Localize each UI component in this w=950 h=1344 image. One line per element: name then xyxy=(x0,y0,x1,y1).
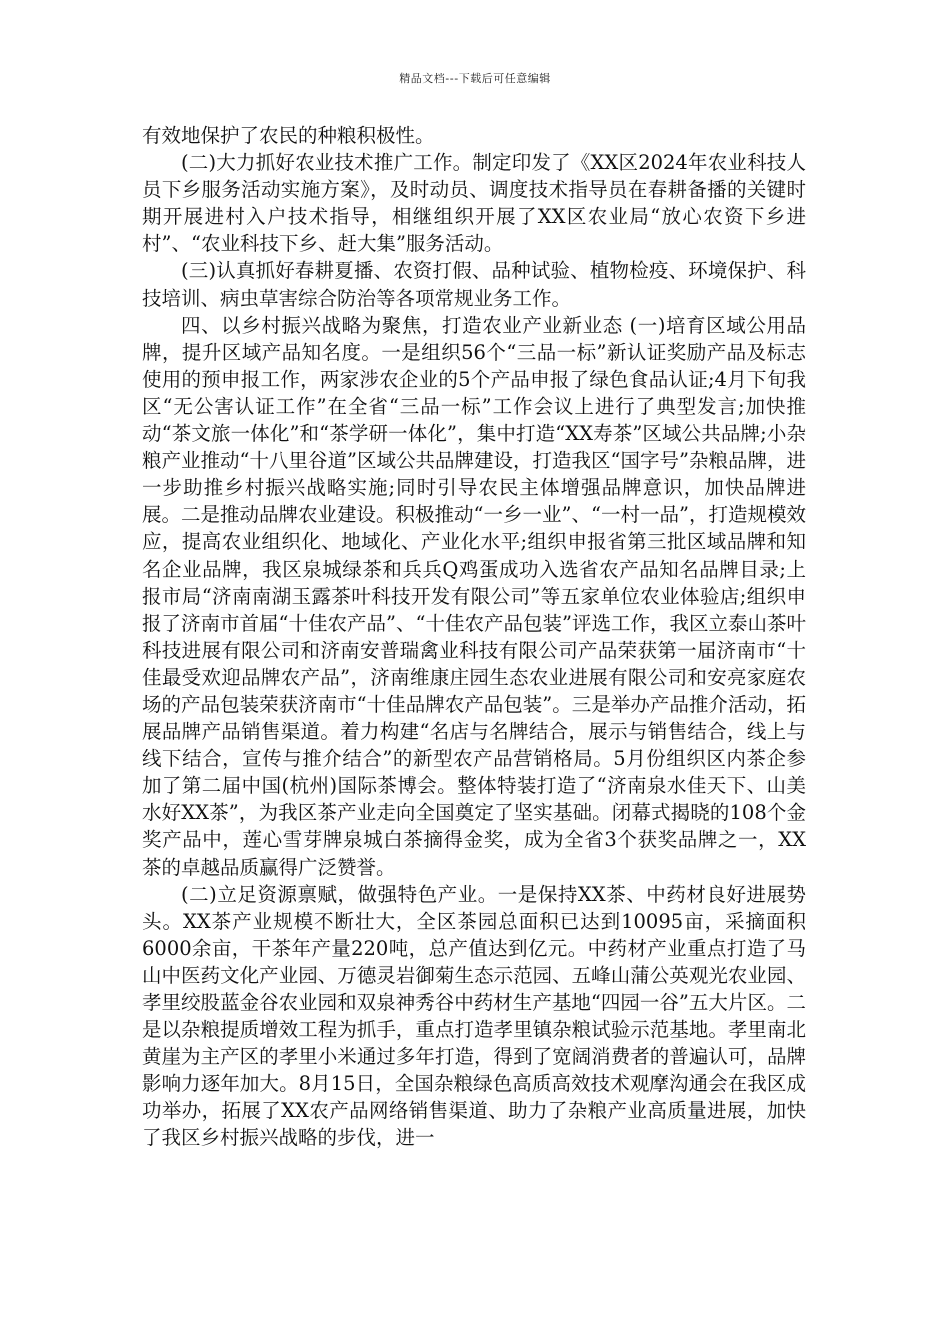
paragraph-rural-revitalization: 四、以乡村振兴战略为聚焦，打造农业产业新业态 (一)培育区域公用品牌，提升区域产品知名度。一是组织56个“三品一标”新认证奖励产品及标志使用的预申报工作，两家涉农企业的5个产品申报了绿色食品认证;4月下旬我区“无公害认证工作”在全省“三品一标”工作会议上进行了典型发言;加快推动“茶文旅一体化”和“茶学研一体化”，集中打造“XX寿茶”区域公共品牌;小杂粮产业推动“十八里谷道”区域公共品牌建设，打造我区“国字号”杂粮品牌，进一步助推乡村振兴战略实施;同时引导农民主体增强品牌意识，加快品牌进展。二是推动品牌农业建设。积极推动“一乡一业”、“一村一品”，打造规模效应，提高农业组织化、地域化、产业化水平;组织申报省第三批区域品牌和知名企业品牌，我区泉城绿茶和兵兵Q鸡蛋成功入选省农产品知名品牌目录;上报市局“济南南湖玉露茶叶科技开发有限公司”等五家单位农业体验店;组织申报了济南市首届“十佳农产品”、“十佳农产品包装”评选工作，我区立泰山茶叶科技进展有限公司和济南安普瑞禽业科技有限公司产品荣获第一届济南市“十佳最受欢迎品牌农产品”，济南维康庄园生态农业进展有限公司和安亮家庭农场的产品包装荣获济南市“十佳品牌农产品包装”。三是举办产品推介活动，拓展品牌产品销售渠道。着力构建“名店与名牌结合，展示与销售结合，线上与线下结合，宣传与推介结合”的新型农产品营销格局。5月份组织区内茶企参加了第二届中国(杭州)国际茶博会。整体特装打造了“济南泉水佳天下、山美水好XX茶”，为我区茶产业走向全国奠定了坚实基础。闭幕式揭晓的108个金奖产品中，莲心雪芽牌泉城白茶摘得金奖，成为全省3个获奖品牌之一，XX茶的卓越品质赢得广泛赞誉。 xyxy=(142,313,806,879)
paragraph-characteristic-industry: (二)立足资源禀赋，做强特色产业。一是保持XX茶、中药材良好进展势头。XX茶产业规模不断壮大，全区茶园总面积已达到10095亩，采摘面积6000余亩，干茶年产量220吨，总产值达到亿元。中药材产业重点打造了马山中医药文化产业园、万德灵岩御菊生态示范园、五峰山蒲公英观光农业园、孝里绞股蓝金谷农业园和双泉神秀谷中药材生产基地“四园一谷”五大片区。二是以杂粮提质增效工程为抓手，重点打造孝里镇杂粮试验示范基地。孝里南北黄崖为主产区的孝里小米通过多年打造，得到了宽阔消费者的普遍认可，品牌影响力逐年加大。8月15日，全国杂粮绿色高质高效技术观摩沟通会在我区成功举办，拓展了XX农产品网络销售渠道、助力了杂粮产业高质量进展，加快了我区乡村振兴战略的步伐，进一 xyxy=(142,882,806,1150)
page-header: 精品文档---下载后可任意编辑 xyxy=(399,72,551,85)
document-body xyxy=(142,122,806,1152)
paragraph-routine-work: (三)认真抓好春耕夏播、农资打假、品种试验、植物检疫、环境保护、科技培训、病虫草害综合防治等各项常规业务工作。 xyxy=(142,259,806,310)
paragraph-continuation: 有效地保护了农民的种粮积极性。 xyxy=(142,124,435,147)
paragraph-tech-promotion: (二)大力抓好农业技术推广工作。制定印发了《XX区2024年农业科技人员下乡服务活动实施方案》，及时动员、调度技术指导员在春耕备播的关键时期开展进村入户技术指导，相继组织开展了XX区农业局“放心农资下乡进村”、“农业科技下乡、赶大集”服务活动。 xyxy=(142,151,806,256)
